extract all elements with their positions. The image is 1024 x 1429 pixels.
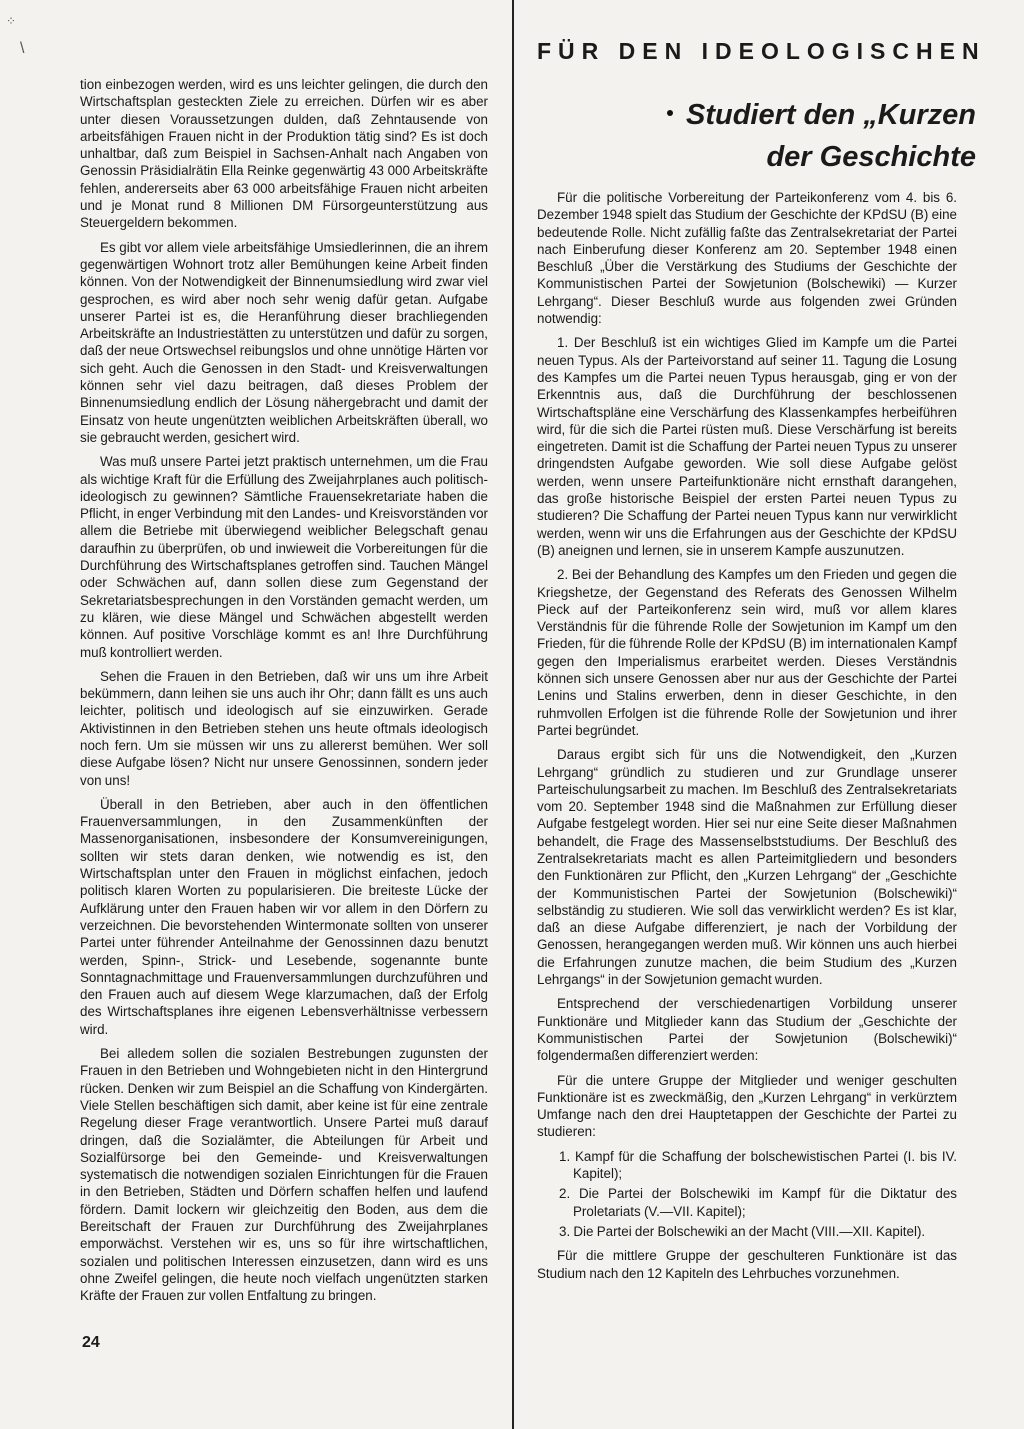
right-middle-group-paragraph: Für die mittlere Gruppe der geschulteren Funktionäre ist das Studium nach den 12 Kapiteln des Lehrbuches vorzunehmen. <box>537 1248 957 1281</box>
left-paragraph-3: Was muß unsere Partei jetzt praktisch unternehmen, um die Frau als wichtige Kraft für die Erfüllung des Zweijahrplanes auch politisch-ideologisch zu gewinnen? Sämtliche Frauensekretariate haben die Pflicht, in enger Verbindung mit den Landes- und Kreisvorständen vor allem die Betriebe mit überwiegend weiblicher Belegschaft genau daraufhin zu überprüfen, ob und inwieweit die Vorbereitungen für die Durchführung des Wirtschaftsplanes getroffen sind. Tauchen Mängel oder Schwächen auf, dann sollen diese zum Gegenstand der Sekretariatsbesprechungen in den Vorständen gemacht werden, um zu klären, wie diese Mängel und Schwächen abgestellt werden können. Auf positive Vorschläge kommt es an! Ihre Durchführung muß kontrolliert werden. <box>80 454 488 660</box>
right-reason-2-paragraph: 2. Bei der Behandlung des Kampfes um den Frieden und gegen die Kriegshetze, der Gegenstand des Referats des Genossen Wilhelm Pieck auf der Parteikonferenz sein wird, muß vor allem klares Verständnis für die führende Rolle der Sowjetunion im Kampf um den Frieden, für die führende Rolle der KPdSU (B) im internationalen Kampf gegen den Imperialismus erarbeitet werden. Dieses Verständnis können sich unsere Genossen aber nur aus der Geschichte der Partei Lenins und Stalins erwerben, denn in dieser Geschichte, in den ruhmvollen Erfolgen ist die führende Rolle der Sowjetunion und ihrer Partei begründet. <box>537 567 957 738</box>
headline-line-1: Studiert den „Kurzen <box>685 99 976 131</box>
left-paragraph-2: Es gibt vor allem viele arbeitsfähige Umsiedlerinnen, die an ihrem gegenwärtigen Wohnort trotz aller Bemühungen keine Arbeit finden können. Von der Notwendigkeit der Binnenumsiedlung wird zwar viel gesprochen, es wird aber noch sehr wenig dafür getan. Aufgabe unserer Partei ist es, die Heranführung dieser brachliegenden Arbeitskräfte an Industriestätten zu unterstützen und dafür zu sorgen, daß der neue Ortswechsel reibungslos und ohne unnötige Härten vor sich geht. Auch die Genossen in den Stadt- und Kreisverwaltungen können sehr viel dazu beitragen, daß dieses Problem der Binnenumsiedlung endlich der Lösung nähergebracht und damit der Einsatz von heute ungenützten weiblichen Arbeitskräften überall, wo sie gebraucht werden, gesichert wird. <box>80 239 488 445</box>
right-consequence-paragraph: Daraus ergibt sich für uns die Notwendigkeit, den „Kurzen Lehrgang“ gründlich zu studieren und zur Grundlage unserer Parteischulungsarbeit zu machen. Im Beschluß des Zentralsekretariats vom 20. September 1948 sind die Maßnahmen zur Erfüllung dieser Aufgabe festgelegt worden. Hier sei nur eine Seite dieser Maßnahmen behandelt, die Frage des Massenselbststudiums. Der Beschluß des Zentralsekretariats macht es allen Parteimitgliedern und besonders den Funktionären zur Pflicht, den „Kurzen Lehrgang“ der „Geschichte der Kommunistischen Partei der Sowjetunion (Bolschewiki)“ selbständig zu studieren. Wie soll das verwirklicht werden? Es ist klar, daß an diese Aufgabe differenziert, je nach der Vorbildung der Genossen, herangegangen werden muß. Wir können uns auch hierbei die Erfahrungen zunutze machen, die beim Studium des „Kurzen Lehrgangs“ in der Sowjetunion gemacht wurden. <box>537 747 957 988</box>
page-number: 24 <box>82 1334 100 1351</box>
right-intro-paragraph: Für die politische Vorbereitung der Parteikonferenz vom 4. bis 6. Dezember 1948 spielt das Studium der Geschichte der KPdSU (B) eine bedeutende Rolle. Nicht zufällig faßte das Zentralsekretariat der Partei nach Einberufung dieser Konferenz am 20. September 1948 einen Beschluß „Über die Verstärkung des Studiums der Geschichte der Kommunistischen Partei der Sowjetunion (Bolschewiki) — Kurzer Lehrgang“. Dieser Beschluß wurde aus folgenden zwei Gründen notwendig: <box>537 190 957 327</box>
left-paragraph-6: Bei alledem sollen die sozialen Bestrebungen zugunsten der Frauen in den Betrieben und Wohngebieten nicht in den Hintergrund rücken. Denken wir zum Beispiel an die Schaffung von Kindergärten. Viele Stellen beschäftigen sich damit, aber keine ist für eine zentrale Regelung dieser Frage verantwortlich. Unsere Partei muß darauf dringen, daß die Sozialämter, die Abteilungen für Arbeit und Sozialfürsorge bei den Gemeinde- und Kreisverwaltungen systematisch die notwendigen sozialen Einrichtungen für die Frauen in den Betrieben, Städten und Dörfern schaffen helfen und laufend fördern. Damit lockern wir gleichzeitig den Boden, aus dem die Bereitschaft der Frauen zur Durchführung des Zweijahrplanes emporwächst. Verstehen wir es, uns so für ihre wirtschaftlichen, sozialen und politischen Interessen einzusetzen, dann wird es uns ohne Zweifel gelingen, die heute noch vielfach ungenützten starken Kräfte der Frauen zur vollen Entfaltung zu bringen. <box>80 1046 488 1304</box>
right-reason-1-paragraph: 1. Der Beschluß ist ein wichtiges Glied im Kampfe um die Partei neuen Typus. Als der Parteivorstand auf seiner 11. Tagung die Losung des Kampfes um die Partei neuen Typus herausgab, ging er von der Erkenntnis aus, daß die Durchführung der beschlossenen Wirtschaftspläne eine Verschärfung des Klassenkampfes herbeiführen wird, für die sich die Partei rüsten muß. Diese Verschärfung ist bereits eingetreten. Damit ist die Schaffung der Partei neuen Typus zu unserer dringendsten Aufgabe geworden. Wie soll diese Aufgabe gelöst werden, wenn unsere Parteifunktionäre nicht ernsthaft darangehen, das große historische Beispiel der ersten Partei neuen Typus zu studieren? Die Schaffung der Partei neuen Typus kann nur verwirklicht werden, wenn wir uns die Erfahrungen aus der Geschichte der KPdSU (B) aneignen und lernen, sie in unserem Kampfe auszunutzen. <box>537 335 957 558</box>
column-divider-line <box>512 0 514 1429</box>
section-kicker: FÜR DEN IDEOLOGISCHEN <box>537 38 986 64</box>
right-article-column <box>537 189 957 1289</box>
left-paragraph-1: tion einbezogen werden, wird es uns leichter gelingen, die durch den Wirtschaftsplan gesteckten Ziele zu erreichen. Dürfen wir es aber unter diesen Voraussetzungen dulden, daß Zehntausende von arbeitsfähigen Frauen nicht in der Produktion tätig sind? Es ist doch unhaltbar, daß zum Beispiel in Sachsen-Anhalt nach Angaben von Genossin Präsidialrätin Ella Reinke gegenwärtig 43 000 Arbeitskräfte fehlen, andererseits aber 63 000 arbeitsfähige Frauen nicht arbeiten und je Monat rund 8 Millionen DM Fürsorgeunterstützung aus Steuergeldern bekommen. <box>80 77 488 231</box>
study-stages-list <box>537 1148 957 1240</box>
scan-stroke-mark: \ <box>20 40 25 57</box>
article-headline <box>686 94 976 178</box>
headline-bullet <box>667 110 673 116</box>
study-stage-item: 3. Die Partei der Bolschewiki an der Macht (VIII.—XII. Kapitel). <box>559 1223 926 1239</box>
left-paragraph-4: Sehen die Frauen in den Betrieben, daß wir uns um ihre Arbeit bekümmern, dann leihen sie uns auch ihr Ohr; dann fällt es uns auch leichter, politisch und ideologisch auf sie einzuwirken. Gerade Aktivistinnen in den Betrieben stehen uns heute oftmals ideologisch noch fern. Um sie müssen wir uns zu allererst bemühen. Wer soll diese Aufgabe lösen? Nicht nur unsere Genossinnen, sondern jeder von uns! <box>80 668 488 788</box>
left-paragraph-5: Überall in den Betrieben, aber auch in den öffentlichen Frauenversammlungen, in den Zusammenkünften der Massenorganisationen, insbesondere der Konsumvereinigungen, sollten wir stets daran denken, wie notwendig es ist, den Wirtschaftsplan unter den Frauen in möglichst einfachen, jedoch politisch klaren Worten zu popularisieren. Die breiteste Lücke der Aufklärung unter den Frauen haben wir vor allem in den Dörfern zu verzeichnen. Die bevorstehenden Wintermonate sollten von unserer Partei unter führender Anteilnahme der Genossinnen dazu benutzt werden, Spinn-, Strick- und Lesebende, sogenannte bunte Sonntagnachmittage und Frauenversammlungen durchzuführen und den Frauen auch auf diesem Wege klarzumachen, daß der Erfolg des Wirtschaftsplanes ihre eigenen Lebensverhältnisse verbessern wird. <box>80 796 488 1037</box>
study-stage-item: 1. Kampf für die Schaffung der bolschewistischen Partei (I. bis IV. Kapitel); <box>559 1148 957 1182</box>
scan-speck-mark: ⁘ <box>6 14 17 28</box>
right-lower-group-paragraph: Für die untere Gruppe der Mitglieder und weniger geschulten Funktionäre ist es zweckmäßig, den „Kurzen Lehrgang“ in verkürztem Umfange nach den drei Hauptetappen der Geschichte der Partei zu studieren: <box>537 1072 957 1140</box>
study-stage-item: 2. Die Partei der Bolschewiki im Kampf für die Diktatur des Proletariats (V.—VII. Kapitel); <box>559 1186 957 1219</box>
headline-line-2: der Geschichte <box>766 141 976 173</box>
left-article-column <box>80 76 488 1311</box>
right-differentiation-paragraph: Entsprechend der verschiedenartigen Vorbildung unserer Funktionäre und Mitglieder kann das Studium der „Geschichte der Kommunistischen Partei der Sowjetunion (Bolschewiki)“ folgendermaßen differenziert werden: <box>537 996 957 1064</box>
